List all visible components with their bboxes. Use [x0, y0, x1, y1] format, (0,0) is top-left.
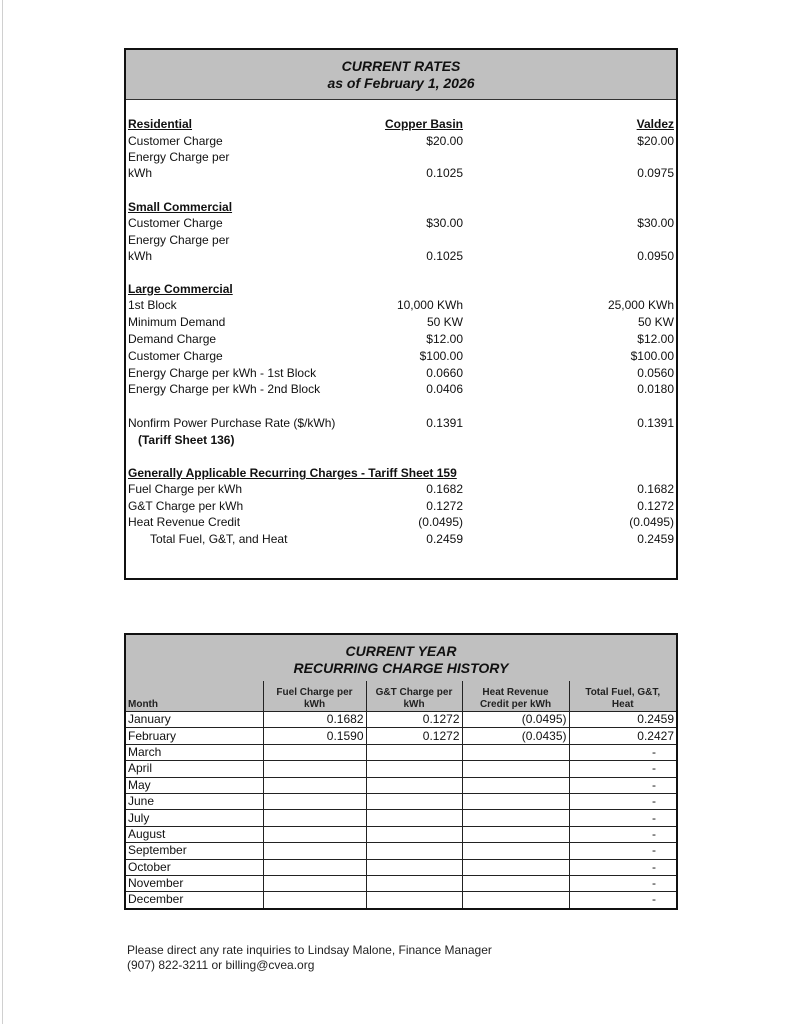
small-commercial-energy-charge-row: [126, 248, 676, 265]
page-edge: [2, 0, 3, 1024]
gt-cell: [366, 875, 462, 891]
residential-heading-row: [126, 116, 676, 133]
copper-basin-value: $20.00: [426, 134, 463, 148]
total-cell: -: [569, 744, 676, 760]
heat-cell: [462, 826, 569, 842]
copper-basin-value: 0.1025: [426, 249, 463, 263]
total-cell: -: [569, 777, 676, 793]
valdez-value: 0.0180: [637, 382, 674, 396]
heat-cell: [462, 793, 569, 809]
copper-basin-value: 0.1025: [426, 166, 463, 180]
month-cell: January: [126, 712, 263, 728]
total-cell: -: [569, 793, 676, 809]
row-label: Energy Charge per kWh - 1st Block: [128, 366, 317, 380]
large-commercial-row: [126, 297, 676, 314]
fuel-cell: [263, 793, 366, 809]
month-cell: February: [126, 728, 263, 744]
table-row: [126, 728, 676, 744]
table-row: [126, 875, 676, 891]
fuel-cell: [263, 859, 366, 875]
fuel-cell: 0.1590: [263, 728, 366, 744]
recurring-row: [126, 514, 676, 531]
total-cell: -: [569, 810, 676, 826]
contact-line-2: (907) 822-3211 or billing@cvea.org: [127, 958, 315, 972]
fuel-cell: [263, 777, 366, 793]
gt-column-header: [366, 681, 462, 712]
row-label: Minimum Demand: [128, 315, 226, 329]
row-label: Nonfirm Power Purchase Rate ($/kWh): [128, 416, 336, 430]
table-row: [126, 859, 676, 875]
nonfirm-sublabel-row: [126, 432, 676, 449]
month-cell: December: [126, 892, 263, 908]
header-line: Fuel Charge per: [276, 687, 353, 698]
copper-basin-value: 0.1272: [426, 499, 463, 513]
row-label: Demand Charge: [128, 332, 217, 346]
valdez-value: 0.0975: [637, 166, 674, 180]
row-label: kWh: [128, 166, 152, 180]
gt-cell: [366, 859, 462, 875]
heat-cell: [462, 875, 569, 891]
small-commercial-customer-charge-row: [126, 215, 676, 232]
large-commercial-heading: Large Commercial: [128, 282, 233, 296]
large-commercial-row: [126, 314, 676, 331]
valdez-value: 25,000 KWh: [607, 298, 674, 312]
fuel-cell: [263, 810, 366, 826]
heat-cell: [462, 810, 569, 826]
fuel-cell: [263, 843, 366, 859]
table-row: [126, 712, 676, 728]
heat-cell: [462, 859, 569, 875]
heat-cell: [462, 843, 569, 859]
row-label: Heat Revenue Credit: [128, 515, 241, 529]
valdez-value: 0.1391: [637, 416, 674, 430]
month-cell: April: [126, 761, 263, 777]
valdez-value: 0.1682: [637, 482, 674, 496]
table-row: [126, 892, 676, 908]
gt-cell: [366, 777, 462, 793]
header-line: G&T Charge per: [375, 687, 453, 698]
tariff-sheet-label: (Tariff Sheet 136): [138, 433, 235, 447]
contact-note: [127, 943, 492, 973]
recurring-total-row: [126, 531, 676, 548]
contact-line-1: Please direct any rate inquiries to Lindsay Malone, Finance Manager: [127, 943, 492, 957]
total-column-header: [569, 681, 676, 712]
heat-cell: [462, 892, 569, 908]
valdez-value: 50 KW: [637, 315, 674, 329]
heat-cell: [462, 777, 569, 793]
valdez-value: 0.0560: [637, 366, 674, 380]
total-cell: -: [569, 859, 676, 875]
heat-cell: [462, 744, 569, 760]
residential-customer-charge-row: [126, 133, 676, 150]
recurring-heading-row: [126, 465, 676, 482]
row-label: Customer Charge: [128, 216, 223, 230]
month-cell: November: [126, 875, 263, 891]
valdez-value: (0.0495): [629, 515, 674, 529]
fuel-cell: 0.1682: [263, 712, 366, 728]
table-row: [126, 843, 676, 859]
table-row: [126, 826, 676, 842]
history-grid: [126, 681, 676, 908]
gt-cell: [366, 810, 462, 826]
history-title-line1: CURRENT YEAR: [345, 643, 457, 659]
fuel-cell: [263, 826, 366, 842]
fuel-column-header: [263, 681, 366, 712]
large-commercial-heading-row: [126, 281, 676, 298]
copper-basin-value: $30.00: [426, 216, 463, 230]
month-cell: June: [126, 793, 263, 809]
copper-basin-value: (0.0495): [418, 515, 463, 529]
row-label: Energy Charge per kWh - 2nd Block: [128, 382, 321, 396]
copper-basin-value: $12.00: [426, 332, 463, 346]
copper-basin-value: 0.1391: [426, 416, 463, 430]
small-commercial-heading-row: [126, 199, 676, 216]
valdez-value: 0.0950: [637, 249, 674, 263]
heat-cell: (0.0435): [462, 728, 569, 744]
recurring-charges-heading: Generally Applicable Recurring Charges - Tariff Sheet 159: [128, 466, 457, 480]
row-label: Total Fuel, G&T, and Heat: [150, 532, 288, 546]
header-line: Total Fuel, G&T,: [585, 687, 661, 698]
residential-energy-label-row: [126, 149, 676, 166]
row-label: Customer Charge: [128, 134, 223, 148]
copper-basin-value: 50 KW: [426, 315, 463, 329]
header-line: kWh: [403, 699, 425, 710]
row-label: Energy Charge per: [128, 150, 230, 164]
table-row: [126, 761, 676, 777]
gt-cell: [366, 826, 462, 842]
history-title-line2: RECURRING CHARGE HISTORY: [293, 660, 509, 676]
fuel-cell: [263, 761, 366, 777]
total-cell: -: [569, 843, 676, 859]
gt-cell: [366, 793, 462, 809]
gt-cell: [366, 761, 462, 777]
fuel-cell: [263, 875, 366, 891]
row-label: Fuel Charge per kWh: [128, 482, 243, 496]
gt-cell: 0.1272: [366, 728, 462, 744]
table-row: [126, 793, 676, 809]
copper-basin-value: 0.0660: [426, 366, 463, 380]
copper-basin-value: 10,000 KWh: [396, 298, 463, 312]
gt-cell: [366, 892, 462, 908]
history-header: [126, 635, 676, 681]
month-cell: May: [126, 777, 263, 793]
heat-credit-column-header: [462, 681, 569, 712]
copper-basin-value: $100.00: [419, 349, 463, 363]
row-label: G&T Charge per kWh: [128, 499, 244, 513]
rates-date: as of February 1, 2026: [327, 75, 475, 91]
recurring-charge-history-table: [124, 633, 678, 910]
row-label: Energy Charge per: [128, 233, 230, 247]
valdez-value: $20.00: [637, 134, 674, 148]
nonfirm-rate-row: [126, 415, 676, 432]
large-commercial-row: [126, 381, 676, 398]
valdez-value: $100.00: [630, 349, 674, 363]
table-row: [126, 744, 676, 760]
total-cell: -: [569, 761, 676, 777]
valdez-value: $12.00: [637, 332, 674, 346]
header-line: Credit per kWh: [479, 699, 552, 710]
small-commercial-heading: Small Commercial: [128, 200, 233, 214]
month-column-header: Month: [126, 681, 263, 712]
row-label: Customer Charge: [128, 349, 223, 363]
table-row: [126, 810, 676, 826]
copper-basin-value: 0.1682: [426, 482, 463, 496]
recurring-row: [126, 481, 676, 498]
total-cell: -: [569, 875, 676, 891]
month-cell: September: [126, 843, 263, 859]
month-cell: July: [126, 810, 263, 826]
total-cell: 0.2427: [569, 728, 676, 744]
fuel-cell: [263, 744, 366, 760]
heat-cell: (0.0495): [462, 712, 569, 728]
row-label: 1st Block: [128, 298, 177, 312]
valdez-column-header: Valdez: [636, 117, 674, 131]
valdez-value: 0.1272: [637, 499, 674, 513]
residential-energy-charge-row: [126, 165, 676, 182]
total-cell: -: [569, 826, 676, 842]
history-header-row: [126, 681, 676, 712]
fuel-cell: [263, 892, 366, 908]
gt-cell: [366, 744, 462, 760]
valdez-value: $30.00: [637, 216, 674, 230]
header-line: kWh: [303, 699, 326, 710]
recurring-row: [126, 498, 676, 515]
current-rates-table: [124, 48, 678, 580]
residential-heading: Residential: [128, 117, 193, 131]
month-cell: March: [126, 744, 263, 760]
month-cell: October: [126, 859, 263, 875]
month-cell: August: [126, 826, 263, 842]
row-label: kWh: [128, 249, 152, 263]
header-line: Heat Revenue: [482, 687, 549, 698]
large-commercial-row: [126, 331, 676, 348]
total-cell: -: [569, 892, 676, 908]
large-commercial-row: [126, 348, 676, 365]
gt-cell: 0.1272: [366, 712, 462, 728]
rates-title: CURRENT RATES: [341, 58, 461, 74]
large-commercial-row: [126, 365, 676, 382]
valdez-value: 0.2459: [637, 532, 674, 546]
copper-basin-value: 0.2459: [426, 532, 463, 546]
table-row: [126, 777, 676, 793]
small-commercial-energy-label-row: [126, 232, 676, 249]
total-cell: 0.2459: [569, 712, 676, 728]
header-line: Heat: [611, 699, 634, 710]
heat-cell: [462, 761, 569, 777]
copper-basin-column-header: Copper Basin: [384, 117, 463, 131]
gt-cell: [366, 843, 462, 859]
copper-basin-value: 0.0406: [426, 382, 463, 396]
rates-header: [126, 50, 676, 100]
